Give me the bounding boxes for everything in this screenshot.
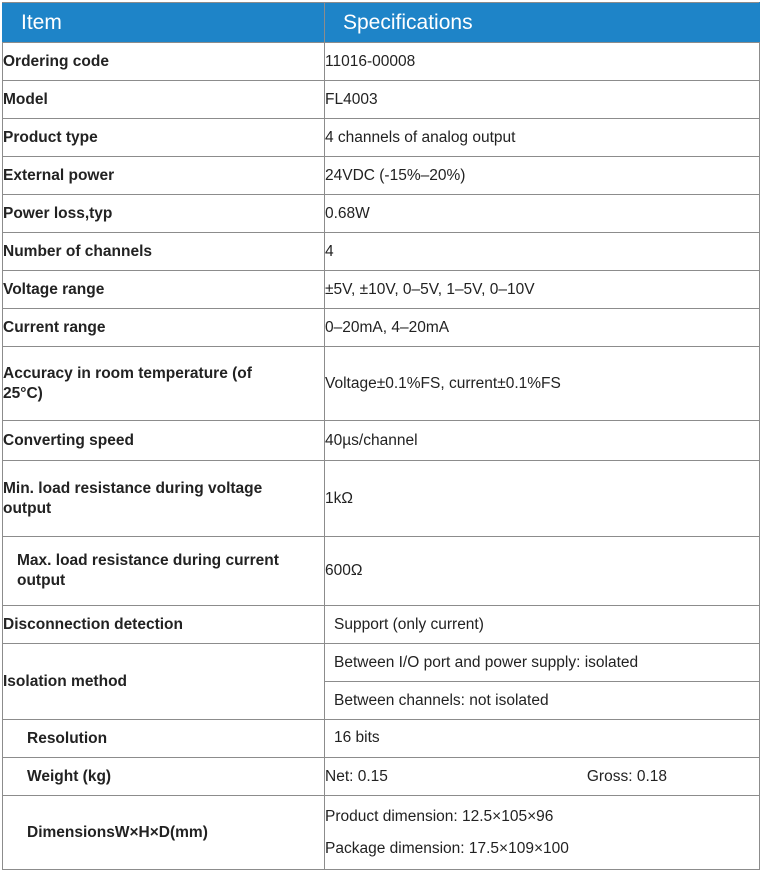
row-label: Current range	[3, 309, 325, 347]
specifications-table	[2, 2, 760, 870]
table-row	[3, 195, 760, 233]
weight-gross: Gross: 0.18	[586, 767, 667, 785]
row-value: 0.68W	[325, 195, 760, 233]
row-label: Max. load resistance during current output	[3, 537, 325, 606]
dimensions-label: DimensionsW×H×D(mm)	[3, 796, 325, 870]
table-header-row	[3, 3, 760, 43]
resolution-label: Resolution	[3, 720, 325, 758]
table-row	[3, 461, 760, 537]
table-row	[3, 537, 760, 606]
row-label: Ordering code	[3, 43, 325, 81]
row-value: 24VDC (-15%–20%)	[325, 157, 760, 195]
row-value: 600Ω	[325, 537, 760, 606]
table-row	[3, 271, 760, 309]
dimension-package: Package dimension: 17.5×109×100	[325, 839, 569, 857]
row-value: FL4003	[325, 81, 760, 119]
table-row	[3, 606, 760, 644]
row-label: Accuracy in room temperature (of 25°C)	[3, 347, 325, 421]
isolation-value-1: Between I/O port and power supply: isolated	[325, 644, 760, 682]
row-value: 0–20mA, 4–20mA	[325, 309, 760, 347]
table-row	[3, 81, 760, 119]
dimensions-value	[325, 796, 760, 870]
weight-value	[325, 758, 760, 796]
dimension-product: Product dimension: 12.5×105×96	[325, 807, 554, 825]
row-label: Number of channels	[3, 233, 325, 271]
table-row	[3, 43, 760, 81]
table-row	[3, 796, 760, 870]
row-value: 1kΩ	[325, 461, 760, 537]
weight-label: Weight (kg)	[3, 758, 325, 796]
row-label: Product type	[3, 119, 325, 157]
table-row	[3, 720, 760, 758]
row-label: Disconnection detection	[3, 606, 325, 644]
row-label: Model	[3, 81, 325, 119]
header-item: Item	[3, 3, 325, 43]
table-row	[3, 119, 760, 157]
row-value: 11016-00008	[325, 43, 760, 81]
row-value: 4	[325, 233, 760, 271]
table-row	[3, 644, 760, 682]
row-label: Min. load resistance during voltage output	[3, 461, 325, 537]
table-row	[3, 233, 760, 271]
table-row	[3, 309, 760, 347]
row-label: Voltage range	[3, 271, 325, 309]
table-row	[3, 758, 760, 796]
row-value: ±5V, ±10V, 0–5V, 1–5V, 0–10V	[325, 271, 760, 309]
row-label: Converting speed	[3, 421, 325, 461]
row-value: Voltage±0.1%FS, current±0.1%FS	[325, 347, 760, 421]
resolution-value: 16 bits	[325, 720, 760, 758]
row-label: External power	[3, 157, 325, 195]
table-row	[3, 421, 760, 461]
header-specifications: Specifications	[325, 3, 760, 43]
row-value: 4 channels of analog output	[325, 119, 760, 157]
row-label: Power loss,typ	[3, 195, 325, 233]
weight-net: Net: 0.15	[325, 767, 388, 785]
row-value: 40µs/channel	[325, 421, 760, 461]
isolation-value-2: Between channels: not isolated	[325, 682, 760, 720]
weight-values	[325, 767, 759, 787]
isolation-label: Isolation method	[3, 644, 325, 720]
row-value: Support (only current)	[325, 606, 760, 644]
table-row	[3, 157, 760, 195]
table-row	[3, 347, 760, 421]
